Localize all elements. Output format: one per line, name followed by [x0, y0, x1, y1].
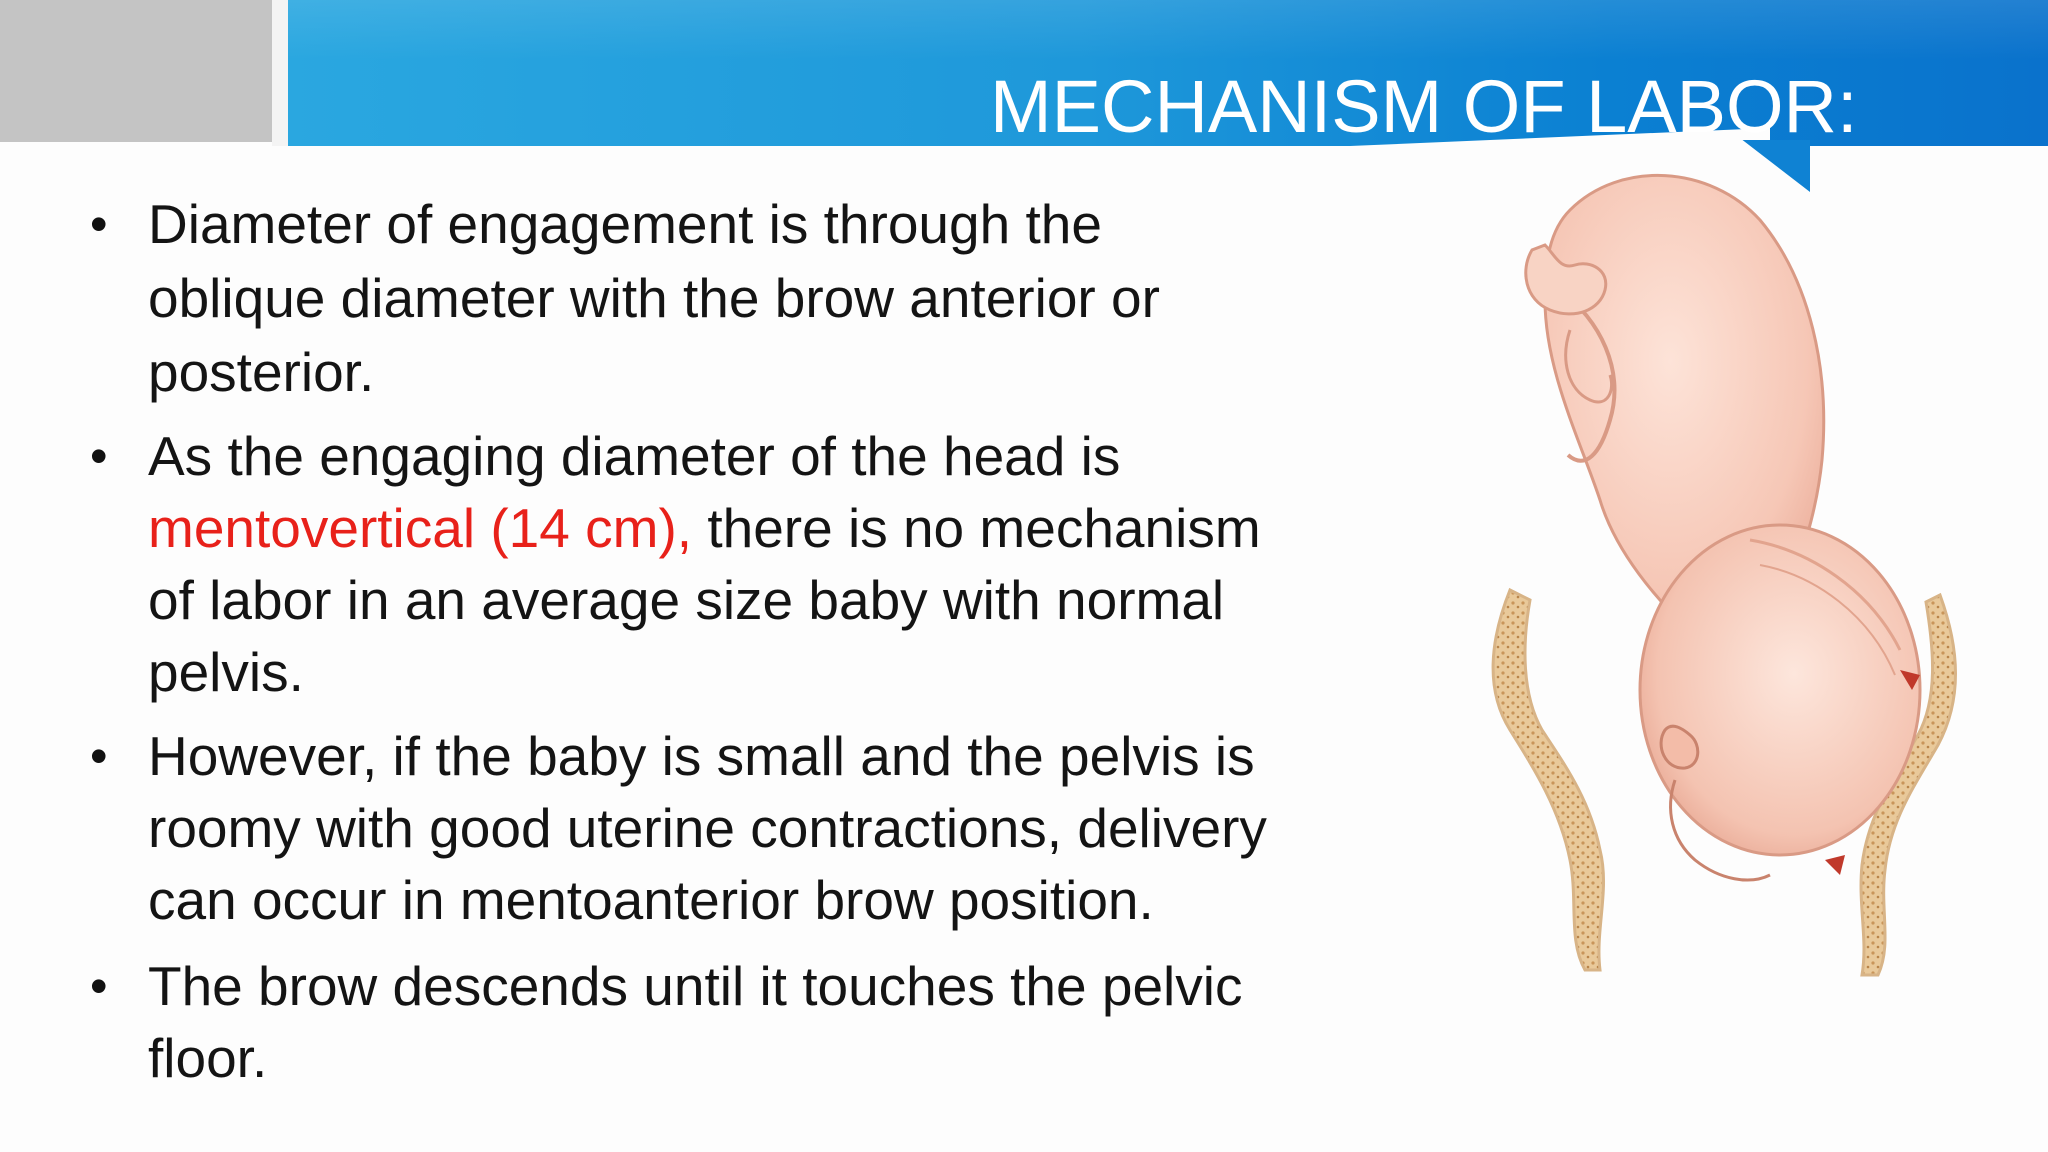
- bullet-3-line-3: can occur in mentoanterior brow position.: [148, 869, 1154, 931]
- bullet-1-line-2: oblique diameter with the brow anterior or: [148, 267, 1160, 329]
- bullet-2-line-2: [148, 492, 1261, 564]
- bullet-marker: •: [90, 428, 108, 484]
- bullet-marker: •: [90, 728, 108, 784]
- fetus-pelvis-icon: [1450, 170, 1990, 1050]
- bullet-2-line-1: As the engaging diameter of the head is: [148, 425, 1121, 487]
- highlight-mentovertical: mentovertical (14 cm),: [148, 497, 693, 559]
- bullet-3-line-1: However, if the baby is small and the pelvis is: [148, 725, 1255, 787]
- bullet-2-line-3: of labor in an average size baby with normal: [148, 569, 1225, 631]
- bullet-2-line-2-tail: there is no mechanism: [692, 497, 1261, 559]
- bullet-4-line-2: floor.: [148, 1027, 268, 1089]
- slide-title: MECHANISM OF LABOR:: [990, 65, 1858, 148]
- bullet-3-line-2: roomy with good uterine contractions, delivery: [148, 797, 1267, 859]
- bullet-marker: •: [90, 958, 108, 1014]
- bullet-2-line-4: pelvis.: [148, 641, 304, 703]
- bullet-1-line-3: posterior.: [148, 341, 375, 403]
- bullet-1-line-1: Diameter of engagement is through the: [148, 193, 1102, 255]
- bullet-marker: •: [90, 196, 108, 252]
- header-gray-block: [0, 0, 272, 142]
- header-divider: [272, 0, 288, 146]
- bullet-4-line-1: The brow descends until it touches the pelvic: [148, 955, 1243, 1017]
